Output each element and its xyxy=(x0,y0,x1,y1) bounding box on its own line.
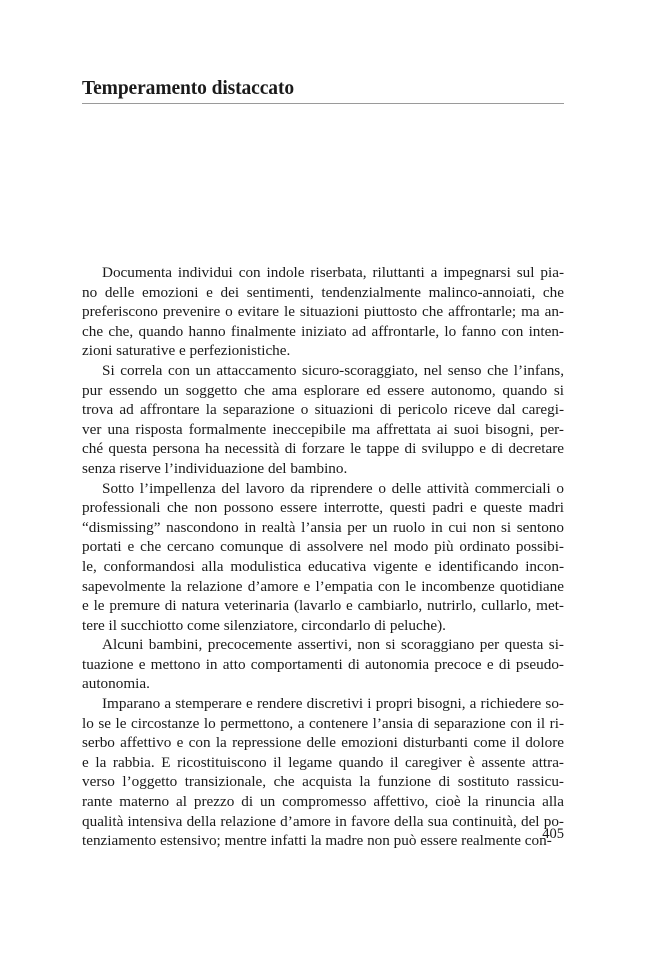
text-line: verso l’oggetto transizionale, che acquista la funzione di sostituto rassicu- xyxy=(82,773,564,791)
text-line: tuazione e mettono in atto comportamenti di autonomia precoce e di pseudo- xyxy=(82,655,564,673)
text-line: preferiscono prevenire o evitare le situazioni piuttosto che affrontarle; ma an- xyxy=(82,303,564,321)
text-line: serbo affettivo e con la repressione delle emozioni disturbanti come il dolore xyxy=(82,734,564,752)
text-line: “dismissing” nascondono in realtà l’ansia per un ruolo in cui non si sentono xyxy=(82,518,564,536)
text-line: le, conformandosi alla modulistica educativa vigente e identificando incon- xyxy=(82,557,564,575)
text-line: ché questa persona ha necessità di forzare le tappe di sviluppo e di decretare xyxy=(82,440,564,458)
text-line: rante materno al prezzo di un compromesso affettivo, cioè la rinuncia alla xyxy=(82,793,564,811)
body-text xyxy=(82,263,564,851)
text-line: ver una risposta formalmente ineccepibile ma affrettata ai suoi bisogni, per- xyxy=(82,420,564,438)
text-line: senza riserve l’individuazione del bambino. xyxy=(82,459,348,477)
text-line: Si correla con un attaccamento sicuro-scoraggiato, nel senso che l’infans, xyxy=(102,361,564,379)
text-line: qualità intensiva della relazione d’amore in favore della sua continuità, del po- xyxy=(82,812,564,830)
text-line: tere il succhiotto come silenziatore, circondarlo di peluche). xyxy=(82,616,446,634)
text-line: zioni saturative e perfezionistiche. xyxy=(82,342,291,360)
text-line: trova ad affrontare la separazione o situazioni di pericolo riceve dal caregi- xyxy=(82,401,564,419)
text-line: che che, quando hanno finalmente iniziato ad affrontarle, lo fanno con inten- xyxy=(82,322,564,340)
page-number: 405 xyxy=(542,826,564,842)
text-line: portati e che cercano comunque di assolvere nel modo più ordinato possibi- xyxy=(82,538,564,556)
text-line: e le premure di natura veterinaria (lavarlo e cambiarlo, nutrirlo, cullarlo, met- xyxy=(82,597,564,615)
text-line: autonomia. xyxy=(82,675,150,693)
text-line: professionali che non possono essere interrotte, questi padri e queste madri xyxy=(82,499,564,517)
text-line: Sotto l’impellenza del lavoro da riprendere o delle attività commerciali o xyxy=(102,479,564,497)
text-line: Documenta individui con indole riserbata, riluttanti a impegnarsi sul pia- xyxy=(102,264,564,281)
text-line: sapevolmente la relazione d’amore e l’empatia con le incombenze quotidiane xyxy=(82,577,564,595)
text-line: lo se le circostanze lo permettono, a contenere l’ansia di separazione con il ri- xyxy=(82,714,564,732)
text-line: no delle emozioni e dei sentimenti, tendenzialmente malinco-annoiati, che xyxy=(82,283,564,301)
text-line: e la rabbia. E ricostituiscono il legame quando il caregiver è assente attra- xyxy=(82,753,564,771)
text-line: Imparano a stemperare e rendere discretivi i propri bisogni, a richiedere so- xyxy=(102,695,564,713)
text-line: tenziamento estensivo; mentre infatti la madre non può essere realmente con- xyxy=(82,832,552,850)
text-line: pur essendo un soggetto che ama esplorare ed essere autonomo, quando si xyxy=(82,381,564,399)
text-line: Alcuni bambini, precocemente assertivi, non si scoraggiano per questa si- xyxy=(102,636,564,654)
section-title: Temperamento distaccato xyxy=(82,78,294,99)
title-divider xyxy=(82,103,564,104)
